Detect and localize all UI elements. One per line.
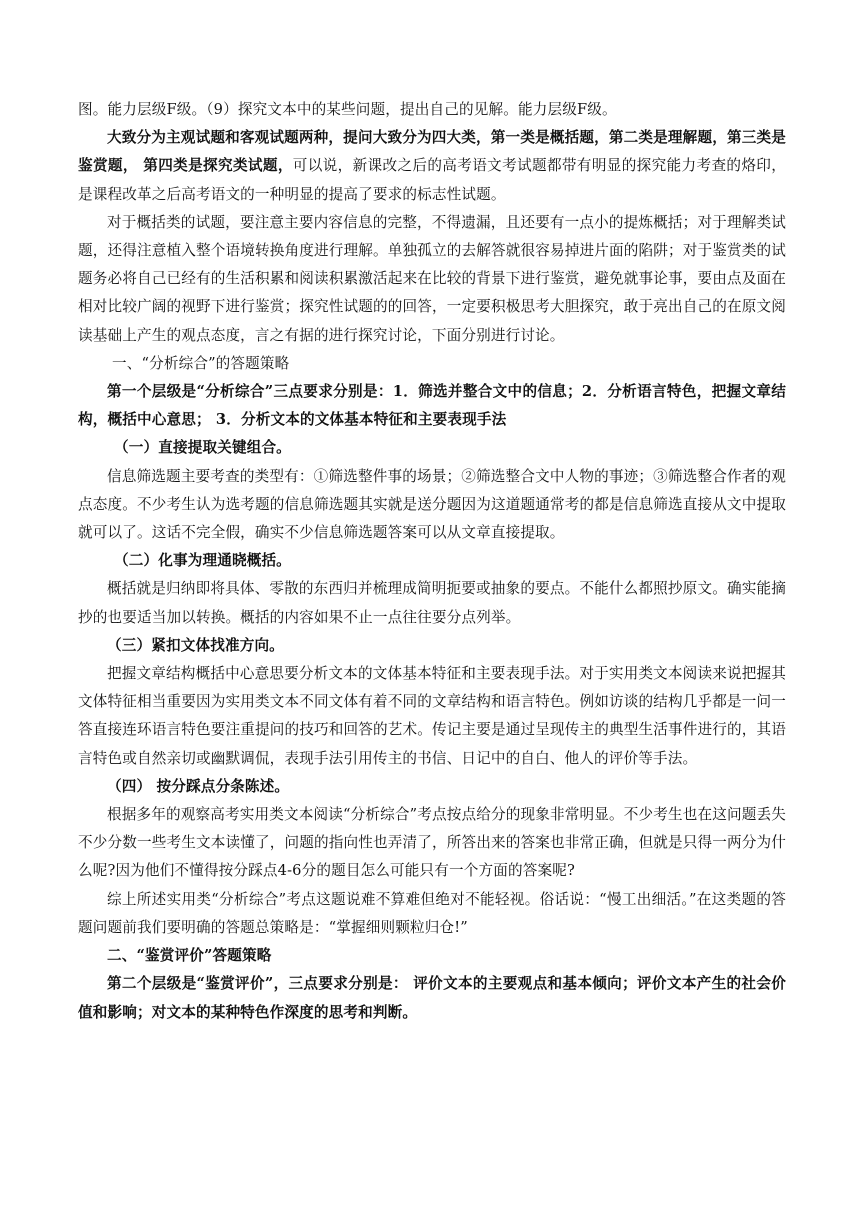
- paragraph-conclusion: 综上所述实用类“分析综合”考点这题说难不算难但绝对不能轻视。俗话说：“慢工出细活。”在这类题的答题问题前我们要明确的答题总策略是：“掌握细则颗粒归仓!”: [78, 890, 786, 936]
- section-heading-appreciation: 二、“鉴赏评价”答题策略: [107, 947, 272, 965]
- paragraph-intro-continuation: 图。能力层级F级。（9）探究文本中的某些问题，提出自己的见解。能力层级F级。: [78, 101, 617, 118]
- paragraph-scoring-points: 根据多年的观察高考实用类文本阅读“分析综合”考点按点给分的现象非常明显。不少考生也在这问题丢失不少分数一些考生文本读懂了，问题的指向性也弄清了，所答出来的答案也非常正确，但就是只得一两分为什么呢?因为他们不懂得按分踩点4-6分的题目怎么可能只有一个方面的答案呢?: [78, 806, 786, 880]
- paragraph-info-selection: 信息筛选题主要考查的类型有：①筛选整件事的场景；②筛选整合文中人物的事迹；③筛选整合作者的观点态度。不少考生认为选考题的信息筛选题其实就是送分题因为这道题通常考的都是信息筛选直接从文中提取就可以了。这话不完全假，确实不少信息筛选题答案可以从文章直接提取。: [78, 467, 786, 542]
- paragraph-question-types: [78, 124, 786, 209]
- paragraph-level-one: 第一个层级是“分析综合”三点要求分别是：1．筛选并整合文中的信息；2．分析语言特色，把握文章结构，概括中心意思； 3．分析文本的文体基本特征和主要表现手法: [78, 383, 786, 429]
- question-types-plain-text: 可以说，新课改之后的高考语文考试题都带有明显的探究能力考查的烙印，是课程改革之后高考语文的一种明显的提高了要求的标志性试题。: [78, 157, 786, 203]
- paragraph-summary: 概括就是归纳即将具体、零散的东西归并梳理成简明扼要或抽象的要点。不能什么都照抄原文。确实能摘抄的也要适当加以转换。概括的内容如果不止一点往往要分点列举。: [78, 580, 786, 626]
- subheading-1: （一）直接提取关键组合。: [114, 439, 291, 457]
- document-page: [78, 96, 786, 1027]
- section-heading-analysis: 一、“分析综合”的答题策略: [112, 354, 290, 372]
- paragraph-level-two: 第二个层级是“鉴赏评价”，三点要求分别是： 评价文本的主要观点和基本倾向；评价文本产生的社会价值和影响；对文本的某种特色作深度的思考和判断。: [78, 975, 786, 1021]
- subheading-4: （四） 按分踩点分条陈述。: [107, 777, 290, 795]
- subheading-2: （二）化事为理通晓概括。: [114, 552, 291, 570]
- subheading-3: （三）紧扣文体找准方向。: [107, 636, 284, 654]
- paragraph-strategy-overview: 对于概括类的试题，要注意主要内容信息的完整，不得遗漏，且还要有一点小的提炼概括；对于理解类试题，还得注意植入整个语境转换角度进行理解。单独孤立的去解答就很容易掉进片面的陷阱；对于鉴赏类的试题务必将自己已经有的生活积累和阅读积累激活起来在比较的背景下进行鉴赏，避免就事论事，要由点及面在相对比较广阔的视野下进行鉴赏；探究性试题的的回答，一定要积极思考大胆探究，敢于亮出自己的在原文阅读基础上产生的观点态度，言之有据的进行探究讨论，下面分别进行讨论。: [78, 213, 786, 344]
- question-types-bold-text: 大致分为主观试题和客观试题两种，提问大致分为四大类，第一类是概括题，第二类是理解题，第三类是鉴赏题， 第四类是探究类试题，: [78, 129, 786, 175]
- paragraph-genre: 把握文章结构概括中心意思要分析文本的文体基本特征和主要表现手法。对于实用类文本阅读来说把握其文体特征相当重要因为实用类文本不同文体有着不同的文章结构和语言特色。例如访谈的结构几乎都是一问一答直接连环语言特色要注重提问的技巧和回答的艺术。传记主要是通过呈现传主的典型生活事件进行的，其语言特色或自然亲切或幽默调侃，表现手法引用传主的书信、日记中的自白、他人的评价等手法。: [78, 665, 786, 767]
